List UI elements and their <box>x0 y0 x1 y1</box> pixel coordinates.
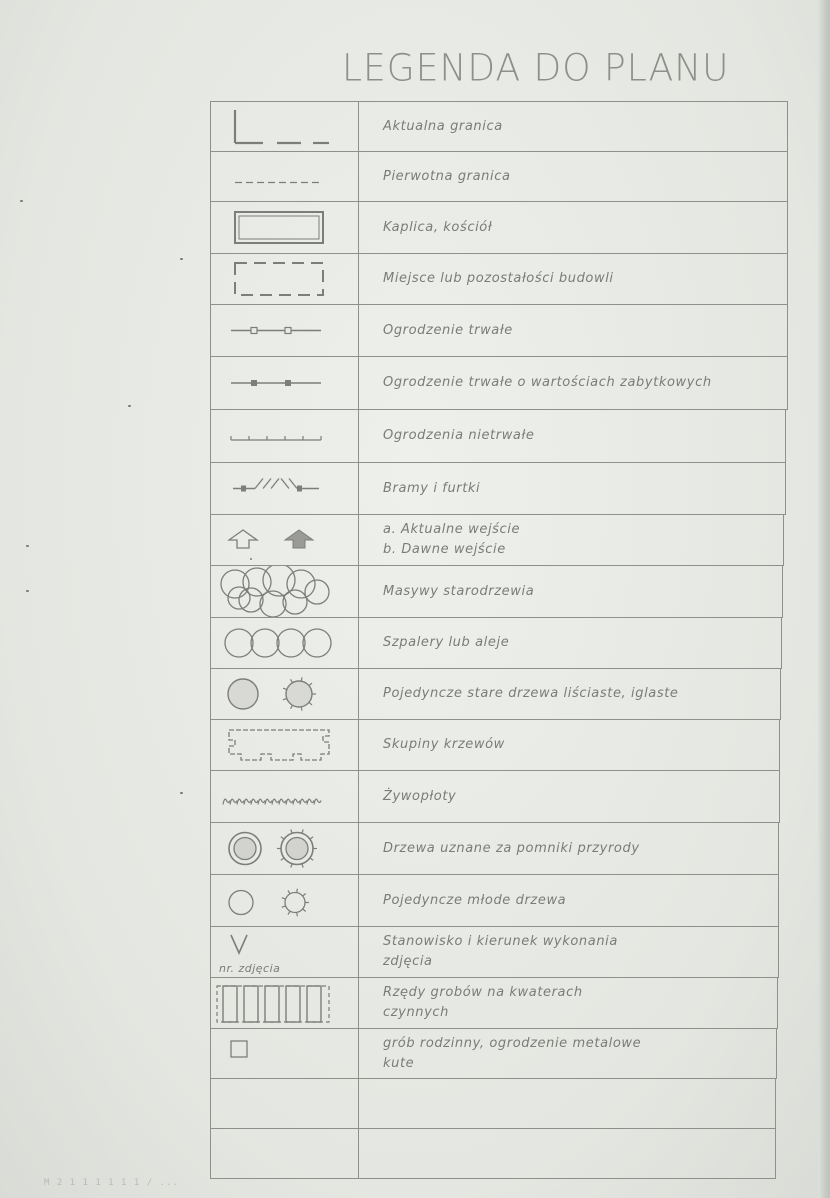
legend-label-line: Pojedyncze młode drzewa <box>383 892 567 908</box>
legend-label-cell <box>358 1128 776 1179</box>
legend-label-line: zdjęcia <box>383 954 433 969</box>
legend-row <box>0 1128 830 1179</box>
legend-label-line: a. Aktualne wejście <box>383 522 521 537</box>
legend-label-line: Ogrodzenie trwałe <box>383 322 513 338</box>
legend-row <box>0 565 830 618</box>
legend-symbol-cell <box>210 565 359 618</box>
legend-row <box>0 356 830 410</box>
legend-label-cell <box>358 356 788 410</box>
legend-row <box>0 253 830 305</box>
legend-label-cell <box>358 565 783 618</box>
legend-row <box>0 822 830 875</box>
legend-symbol-cell <box>210 926 359 978</box>
legend-row <box>0 101 830 152</box>
legend-row <box>0 1028 830 1079</box>
legend-symbol-cell <box>210 617 359 669</box>
legend-row <box>0 617 830 669</box>
legend-row <box>0 977 830 1029</box>
ogrodzenie-nietrwale-icon <box>211 410 358 462</box>
empty-icon <box>211 1129 358 1178</box>
legend-row <box>0 151 830 202</box>
archive-stamp: M 2 1 1 1 1 1 1 / ... <box>44 1178 179 1188</box>
legend-symbol-cell <box>210 874 359 927</box>
miejsce-budowli-icon <box>211 254 358 304</box>
legend-label-cell <box>358 253 788 305</box>
legend-label-line: Ogrodzenia nietrwałe <box>383 428 535 443</box>
legend-label <box>383 463 480 514</box>
legend-symbol-cell <box>210 719 359 771</box>
legend-label-line: Szpalery lub aleje <box>383 635 510 650</box>
legend-label-cell <box>358 151 788 202</box>
legend-label-cell <box>358 770 780 823</box>
legend-label <box>383 566 534 617</box>
legend-label-cell <box>358 201 788 254</box>
legend-label <box>383 254 614 304</box>
legend-label-cell <box>358 719 780 771</box>
legend-label-line: b. Dawne wejście <box>383 542 506 557</box>
legend-label-line: Ogrodzenie trwałe o wartościach zabytkowych <box>383 375 712 390</box>
legend-label <box>383 410 534 462</box>
legend-label-line: Bramy i furtki <box>383 480 481 496</box>
masywy-icon <box>211 566 358 617</box>
legend-label-cell <box>358 822 779 875</box>
legend-label-line: Aktualna granica <box>383 118 503 134</box>
legend-label <box>383 927 618 977</box>
rzedy-grobow-icon <box>211 978 358 1028</box>
legend-label <box>383 771 456 822</box>
legend-symbol-cell <box>210 201 359 254</box>
legend-label-cell <box>358 514 784 566</box>
legend-label-cell <box>358 462 786 515</box>
legend-symbol-cell <box>210 462 359 515</box>
aktualna-granica-icon <box>211 102 358 151</box>
legend-label-line: Stanowisko i kierunek wykonania <box>383 934 618 949</box>
drzewa-stare-icon <box>211 669 358 719</box>
legend-symbol-cell <box>210 356 359 410</box>
legend-symbol-cell <box>210 151 359 202</box>
legend-label-line: grób rodzinny, ogrodzenie metalowe <box>383 1035 642 1051</box>
legend-symbol-cell <box>210 977 359 1029</box>
legend-label-cell <box>358 926 779 978</box>
legend-label-line: Miejsce lub pozostałości budowli <box>383 271 614 286</box>
legend-label <box>383 515 520 565</box>
page-title: LEGENDA DO PLANU <box>342 46 730 91</box>
legend-label <box>383 1029 641 1078</box>
legend-label-line: Żywopłoty <box>383 788 457 804</box>
legend-label-line: Rzędy grobów na kwaterach <box>383 985 583 1000</box>
legend-label <box>383 202 492 253</box>
zywoploty-icon <box>211 771 358 822</box>
legend-symbol-cell <box>210 304 359 357</box>
pierwotna-granica-icon <box>211 152 358 201</box>
paper-speck <box>180 792 183 794</box>
legend-label <box>383 720 505 770</box>
legend-symbol-cell <box>210 1078 359 1129</box>
legend-row <box>0 668 830 720</box>
legend-label <box>383 875 566 926</box>
legend-label <box>383 978 583 1028</box>
drzewa-mlode-icon <box>211 875 358 926</box>
legend-label <box>383 823 640 874</box>
szpalery-icon <box>211 618 358 668</box>
legend-label <box>383 357 712 409</box>
legend-label-line: czynnych <box>383 1005 450 1020</box>
legend-row <box>0 874 830 927</box>
legend-row <box>0 409 830 463</box>
legend-row <box>0 304 830 357</box>
legend-label-line: Kaplica, kościół <box>383 219 493 235</box>
paper-speck <box>26 545 29 547</box>
legend-label-line: Pierwotna granica <box>383 168 511 184</box>
pomniki-icon <box>211 823 358 874</box>
grob-rodzinny-icon <box>211 1029 358 1078</box>
legend-label <box>383 102 503 151</box>
legend-label-cell <box>358 1028 777 1079</box>
legend-symbol-cell <box>210 668 359 720</box>
legend-symbol-cell <box>210 253 359 305</box>
legend-row <box>0 719 830 771</box>
symbol-caption: nr. zdjęcia <box>219 962 281 975</box>
legend-symbol-cell <box>210 101 359 152</box>
ogrodzenie-trwale-icon <box>211 305 358 356</box>
legend-row <box>0 514 830 566</box>
legend-label-cell <box>358 617 782 669</box>
legend-symbol-cell <box>210 770 359 823</box>
paper-speck <box>128 405 131 407</box>
paper-speck <box>26 590 29 592</box>
legend-label-line: Drzewa uznane za pomniki przyrody <box>383 840 640 856</box>
legend-label-cell <box>358 977 778 1029</box>
empty-icon <box>211 1079 358 1128</box>
legend-label-cell <box>358 304 788 357</box>
legend-symbol-cell <box>210 822 359 875</box>
krzewy-icon <box>211 720 358 770</box>
legend-symbol-cell <box>210 1028 359 1079</box>
legend-label-cell <box>358 101 788 152</box>
paper-speck <box>20 200 23 202</box>
legend-row <box>0 770 830 823</box>
legend-label-line: Pojedyncze stare drzewa liściaste, iglaste <box>383 686 679 701</box>
wejscie-icon <box>211 515 358 565</box>
legend-label-line: Skupiny krzewów <box>383 737 505 752</box>
legend-label-cell <box>358 409 786 463</box>
bramy-icon <box>211 463 358 514</box>
legend-label-cell <box>358 874 779 927</box>
legend-row <box>0 1078 830 1129</box>
legend-row <box>0 462 830 515</box>
legend-label <box>383 305 513 356</box>
ogrodzenie-zabytkowe-icon <box>211 357 358 409</box>
legend-symbol-cell <box>210 514 359 566</box>
paper-speck <box>180 258 183 260</box>
legend-row <box>0 201 830 254</box>
legend-symbol-cell <box>210 1128 359 1179</box>
legend-label-cell <box>358 668 781 720</box>
kaplica-icon <box>211 202 358 253</box>
legend-label <box>383 152 511 201</box>
legend-label-cell <box>358 1078 776 1129</box>
legend-label <box>383 618 509 668</box>
legend-row <box>0 926 830 978</box>
legend-label-line: Masywy starodrzewia <box>383 583 535 599</box>
legend-symbol-cell <box>210 409 359 463</box>
legend-label-line: kute <box>383 1055 415 1071</box>
legend-label <box>383 669 679 719</box>
